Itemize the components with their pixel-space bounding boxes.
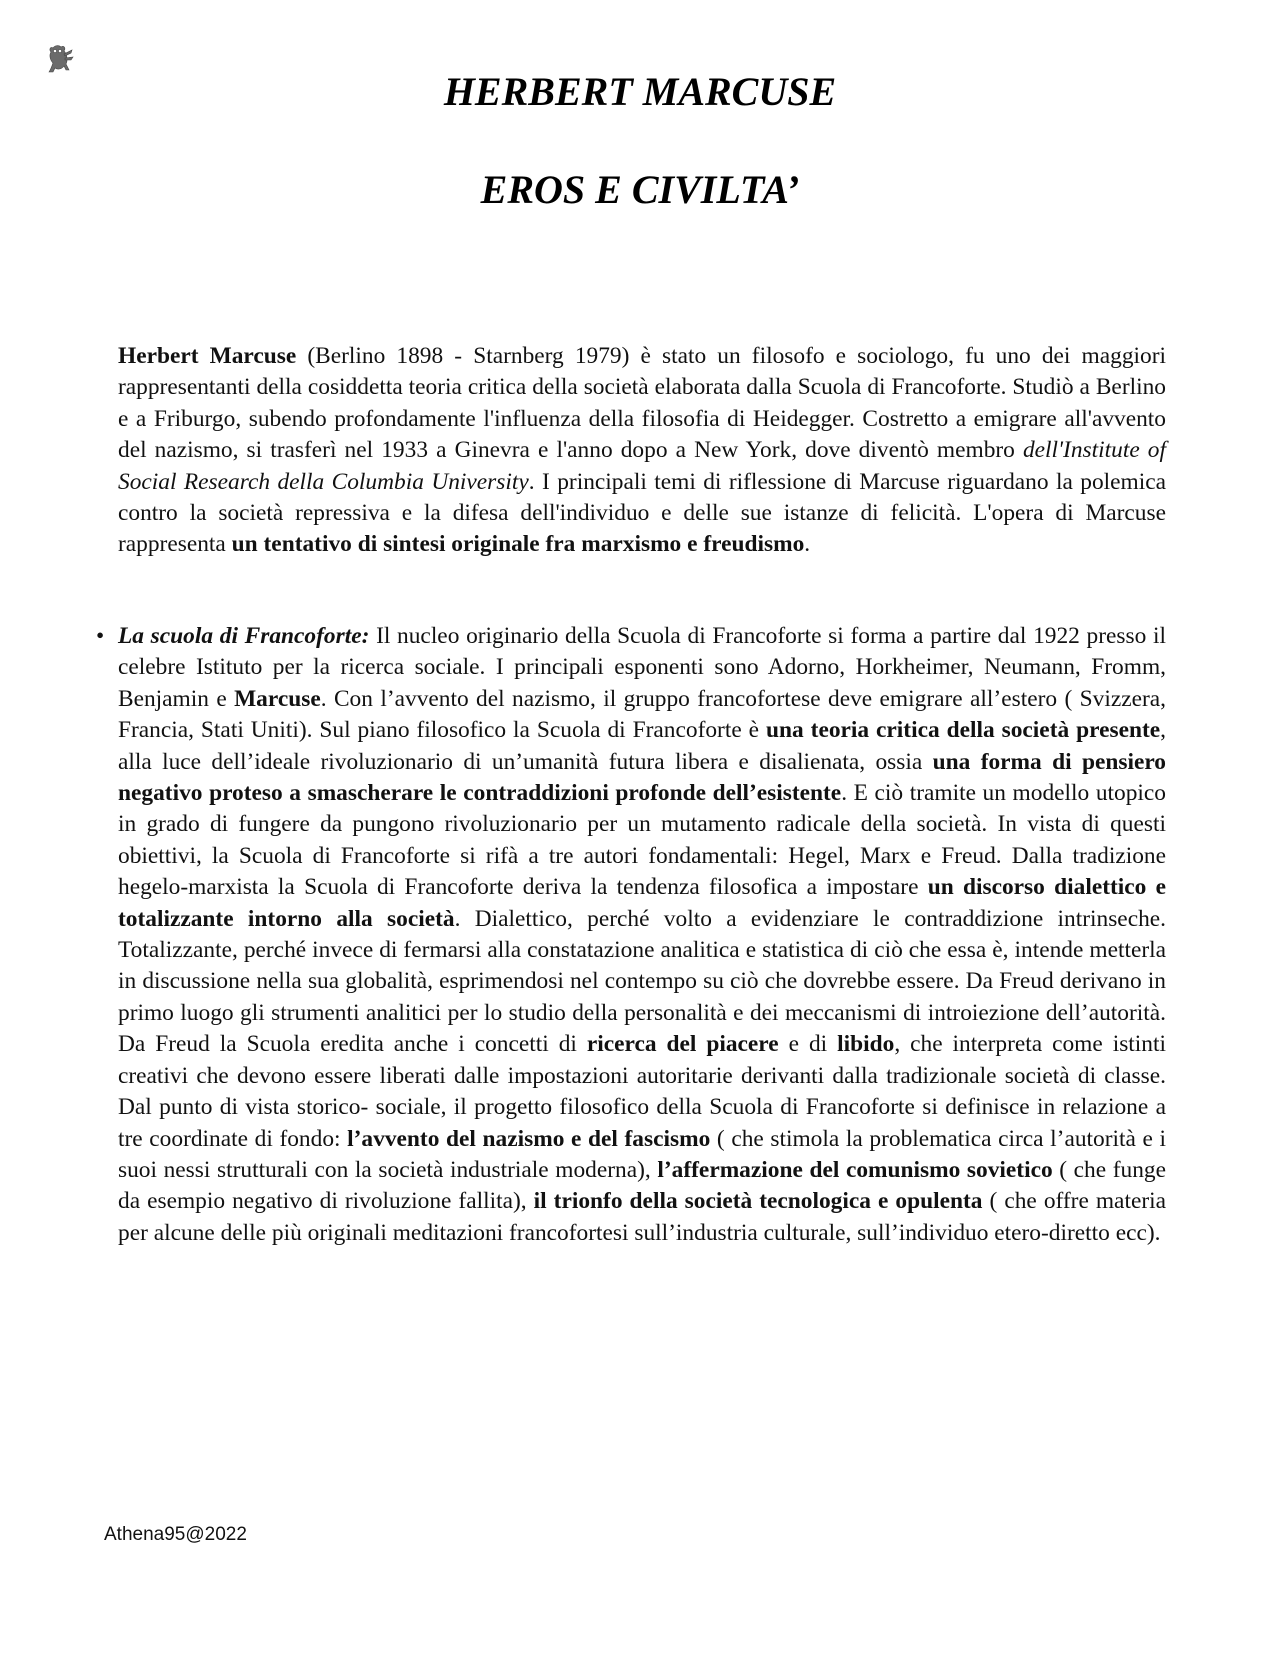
intro-institute: dell'Institute of Social Research della Columbia University bbox=[118, 437, 1167, 495]
section-text: Il nucleo originario della Scuola di Francoforte si forma a partire dal 1922 presso il celebre Istituto per la ricerca sociale. I principali esponenti sono Adorno, Horkheimer, Neumann, Fromm, Benjamin e bbox=[118, 623, 1166, 712]
section-bold: una teoria critica della società presente bbox=[766, 717, 1161, 744]
section-text: , che interpreta come istinti creativi che devono essere liberati dalle impostazioni autoritarie derivanti dalla tradizionale società di classe. Dal punto di vista storico- sociale, il progetto filosofico della Scuola di Francoforte si definisce in relazione a tre coordinate di fondo: bbox=[118, 1031, 1166, 1152]
section-bold: libido bbox=[837, 1031, 895, 1058]
francoforte-paragraph bbox=[118, 621, 1166, 1249]
section-text: ( che offre materia per alcune delle più originali meditazioni francofortesi sull’industria culturale, sull’individuo etero-diretto ecc). bbox=[118, 1188, 1166, 1246]
section-bold: Marcuse bbox=[234, 685, 321, 712]
intro-synthesis: un tentativo di sintesi originale fra marxismo e freudismo bbox=[231, 531, 805, 558]
section-bold: ricerca del piacere bbox=[586, 1031, 779, 1058]
intro-text-2: . I principali temi di riflessione di Marcuse riguardano la polemica contro la società repressiva e la difesa dell'individuo e delle sue istanze di felicità. L'opera di Marcuse rappresenta bbox=[118, 468, 1166, 558]
section-text: . E ciò tramite un modello utopico in grado di fungere da pungono rivoluzionario per un mutamento radicale della società. In vista di questi obiettivi, la Scuola di Francoforte si rifà a tre autori fondamentali: Hegel, Marx e Freud. Dalla tradizione hegelo-marxista la Scuola di Francoforte deriva la tendenza filosofica a impostare bbox=[118, 780, 1166, 901]
intro-text-1: (Berlino 1898 - Starnberg 1979) è stato un filosofo e sociologo, fu uno dei maggiori rappresentanti della cosiddetta teoria critica della società elaborata dalla Scuola di Francoforte. Studiò a Berlino e a Friburgo, subendo profondamente l'influenza della filosofia di Heidegger. Costretto a emigrare all'avvento del nazismo, si trasferì nel 1933 a Ginevra e l'anno dopo a New York, dove diventò membro bbox=[118, 343, 1166, 464]
section-bold: una forma di pensiero negativo proteso a smascherare le contraddizioni profonde dell’esistente bbox=[118, 748, 1166, 807]
intro-paragraph bbox=[118, 341, 1166, 561]
section-text: . Dialettico, perché volto a evidenziare le contraddizione intrinseche. Totalizzante, perché invece di fermarsi alla constatazione analitica e statistica di ciò che essa è, intende metterla in discussione nella sua globalità, esprimendosi nel contempo su ciò che dovrebbe essere. Da Freud derivano in primo luogo gli strumenti analitici per lo studio della personalità e dei meccanismi di introiezione dell’autorità. Da Freud la Scuola eredita anche i concetti di bbox=[118, 905, 1166, 1058]
section-text: ( che stimola la problematica circa l’autorità e i suoi nessi strutturali con la società industriale moderna), bbox=[118, 1125, 1167, 1183]
intro-text-3: . bbox=[804, 531, 811, 558]
page-title: HERBERT MARCUSE bbox=[443, 69, 837, 114]
section-bold: il trionfo della società tecnologica e opulenta bbox=[533, 1188, 983, 1215]
section-text: . Con l’avvento del nazismo, il gruppo francofortese deve emigrare all’estero ( Svizzera, Francia, Stati Uniti). Sul piano filosofico la Scuola di Francoforte è bbox=[118, 685, 1166, 744]
page-subtitle: EROS E CIVILTA’ bbox=[480, 167, 800, 212]
section-text: ( che funge da esempio negativo di rivoluzione fallita), bbox=[118, 1156, 1166, 1215]
section-heading: La scuola di Francoforte: bbox=[118, 623, 370, 649]
section-text: e di bbox=[778, 1031, 838, 1058]
francoforte-section bbox=[96, 621, 1167, 1249]
section-bold: l’avvento del nazismo e del fascismo bbox=[347, 1125, 711, 1152]
section-text: , alla luce dell’ideale rivoluzionario di un’umanità futura libera e disalienata, ossia bbox=[118, 717, 1166, 775]
bullet-marker: • bbox=[96, 623, 105, 649]
section-bold: l’affermazione del comunismo sovietico bbox=[657, 1156, 1053, 1183]
section-bold: un discorso dialettico e totalizzante intorno alla società bbox=[118, 874, 1166, 932]
intro-name: Herbert Marcuse bbox=[118, 343, 297, 369]
footer-copyright: Athena95@2022 bbox=[104, 1524, 247, 1545]
